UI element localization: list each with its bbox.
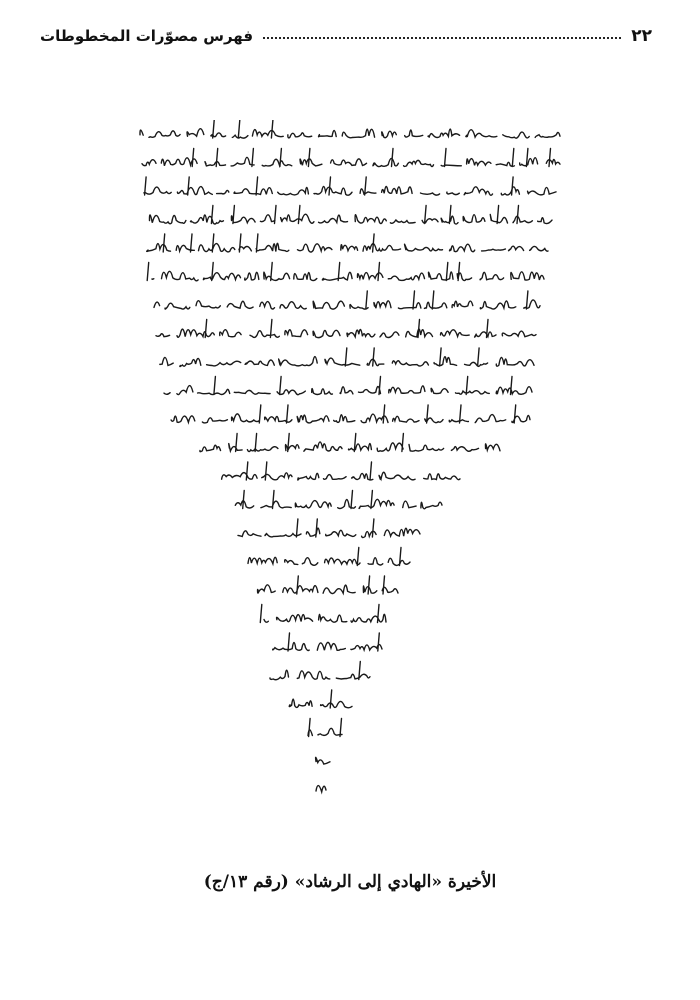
handwritten-line — [235, 491, 442, 509]
handwritten-line — [289, 690, 352, 708]
handwritten-line — [140, 120, 560, 138]
handwritten-line — [260, 605, 386, 623]
handwritten-line — [273, 633, 382, 651]
handwritten-line — [154, 291, 540, 309]
manuscript-image — [120, 120, 580, 820]
running-head — [40, 22, 652, 50]
handwritten-line — [270, 662, 370, 680]
handwritten-line — [200, 434, 500, 452]
handwritten-line — [316, 786, 326, 792]
handwritten-line — [164, 377, 532, 395]
handwritten-line — [248, 548, 410, 566]
handwritten-line — [238, 519, 420, 538]
leader-dots — [263, 37, 621, 39]
handwritten-line — [156, 320, 536, 338]
handwritten-line — [308, 719, 342, 737]
handwritten-line — [149, 206, 552, 225]
handwritten-text-image — [120, 120, 580, 820]
handwritten-line — [160, 348, 534, 367]
figure-caption: الأخيرة «الهادي إلى الرشاد» (رقم ١٣/ج) — [203, 872, 497, 892]
handwritten-line — [316, 757, 330, 764]
book-title: فهرس مصوّرات المخطوطات — [40, 27, 254, 45]
handwritten-line — [147, 263, 544, 281]
handwritten-line — [142, 149, 560, 167]
handwritten-line — [257, 576, 398, 594]
handwritten-line — [222, 462, 460, 480]
handwritten-line — [144, 177, 556, 195]
page-number: ٢٢ — [631, 26, 652, 46]
handwritten-line — [171, 405, 530, 423]
handwritten-line — [147, 234, 548, 252]
